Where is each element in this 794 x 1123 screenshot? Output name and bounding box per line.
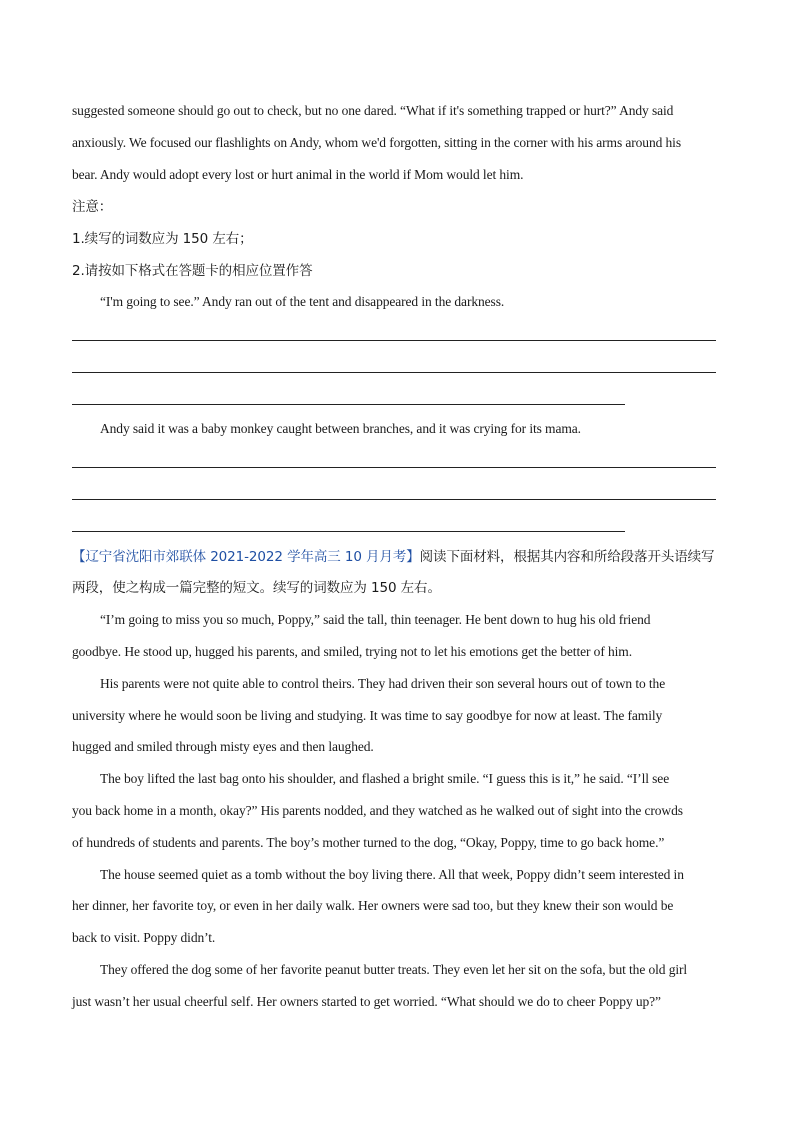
story-line: hugged and smiled through misty eyes and then laughed. [72, 739, 374, 754]
story-line: His parents were not quite able to control theirs. They had driven their son several hours out of town to the [100, 676, 666, 691]
story-line: goodbye. He stood up, hugged his parents, and smiled, trying not to let his emotions get the better of him. [72, 644, 632, 659]
answer-line [72, 404, 625, 405]
answer-line [72, 340, 716, 341]
story-line: her dinner, her favorite toy, or even in her daily walk. Her owners were sad too, but they knew their son would be [72, 898, 674, 913]
passage-line-2: anxiously. We focused our flashlights on Andy, whom we'd forgotten, sitting in the corner with his arms around his [72, 135, 681, 150]
story-line: “I’m going to miss you so much, Poppy,” said the tall, thin teenager. He bent down to hug his old friend [100, 612, 651, 627]
task-instruction-cont: 两段，使之构成一篇完整的短文。续写的词数应为 150 左右。 [72, 580, 441, 596]
answer-line [72, 467, 716, 468]
story-line: of hundreds of students and parents. The boy’s mother turned to the dog, “Okay, Poppy, time to go back home.” [72, 835, 665, 850]
task-header [72, 549, 722, 565]
story-line: They offered the dog some of her favorite peanut butter treats. They even let her sit on the sofa, but the old girl [100, 962, 688, 977]
story-line: university where he would soon be living and studying. It was time to say goodbye for now at least. The family [72, 708, 663, 723]
story-line: just wasn’t her usual cheerful self. Her owners started to get worried. “What should we do to cheer Poppy up?” [72, 994, 661, 1009]
notes-item-2: 2.请按如下格式在答题卡的相应位置作答 [72, 263, 313, 279]
story-line: you back home in a month, okay?” His parents nodded, and they watched as he walked out of sight into the crowds [72, 803, 683, 818]
task-source: 【辽宁省沈阳市郊联体 2021-2022 学年高三 10 月月考】 [72, 549, 420, 565]
passage-line-1: suggested someone should go out to check, but no one dared. “What if it's something trapped or hurt?” Andy said [72, 103, 674, 118]
notes-item-1: 1.续写的词数应为 150 左右； [72, 231, 253, 247]
story-line: The house seemed quiet as a tomb without the boy living there. All that week, Poppy didn’t seem interested in [100, 867, 684, 882]
continuation-prompt-1: “I'm going to see.” Andy ran out of the tent and disappeared in the darkness. [100, 294, 505, 309]
passage-line-3: bear. Andy would adopt every lost or hurt animal in the world if Mom would let him. [72, 167, 524, 182]
story-line: back to visit. Poppy didn’t. [72, 930, 216, 945]
answer-line [72, 531, 625, 532]
answer-line [72, 499, 716, 500]
notes-heading: 注意： [72, 199, 113, 215]
answer-line [72, 372, 716, 373]
continuation-prompt-2: Andy said it was a baby monkey caught between branches, and it was crying for its mama. [100, 421, 581, 436]
task-instruction: 阅读下面材料，根据其内容和所给段落开头语续写 [419, 549, 715, 565]
story-line: The boy lifted the last bag onto his shoulder, and flashed a bright smile. “I guess this is it,” he said. “I’ll see [100, 771, 670, 786]
